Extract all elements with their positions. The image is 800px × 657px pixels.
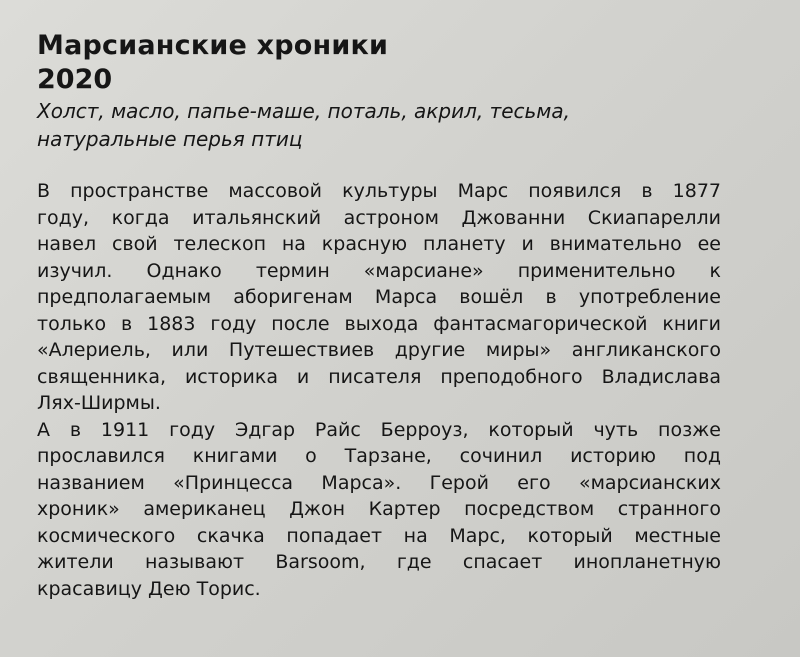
text-line: только в 1883 году после выхода фантасмагорической книги (37, 312, 721, 335)
text-line: предполагаемым аборигенам Марса вошёл в употребление (37, 286, 721, 308)
text-line: жители называют Barsoom, где спасает инопланетную (37, 551, 721, 573)
text-line: прославился книгами о Тарзане, сочинил историю под (37, 445, 721, 467)
artwork-year: 2020 (37, 64, 113, 95)
text-line: изучил. Однако термин «марсиане» применительно к (37, 259, 721, 282)
text-line: А в 1911 году Эдгар Райс Берроуз, который чуть позже (37, 418, 721, 441)
description-text (37, 178, 721, 602)
description-paragraph-1 (37, 178, 721, 417)
artwork-title: Марсианские хроники (37, 30, 389, 61)
artwork-medium (37, 97, 677, 153)
description-paragraph-2 (37, 417, 721, 603)
text-line: священника, историка и писателя преподобного Владислава (37, 365, 721, 388)
medium-line: натуральные перья птиц (37, 127, 303, 151)
text-line: хроник» американец Джон Картер посредством странного (37, 498, 721, 520)
text-line: названием «Принцесса Марса». Герой его «марсианских (37, 471, 721, 494)
medium-line: Холст, масло, папье-маше, поталь, акрил, тесьма, (37, 99, 571, 123)
text-line: В пространстве массовой культуры Марс появился в 1877 (37, 180, 721, 202)
text-line: Лях-Ширмы. (37, 392, 161, 414)
text-line: космического скачка попадает на Марс, который местные (37, 524, 721, 547)
text-line: «Алериель, или Путешествиев другие миры» англиканского (37, 339, 721, 361)
text-line: году, когда итальянский астроном Джованни Скиапарелли (37, 206, 721, 229)
text-line: навел свой телескоп на красную планету и внимательно ее (37, 233, 721, 255)
text-line: красавицу Дею Торис. (37, 577, 261, 600)
